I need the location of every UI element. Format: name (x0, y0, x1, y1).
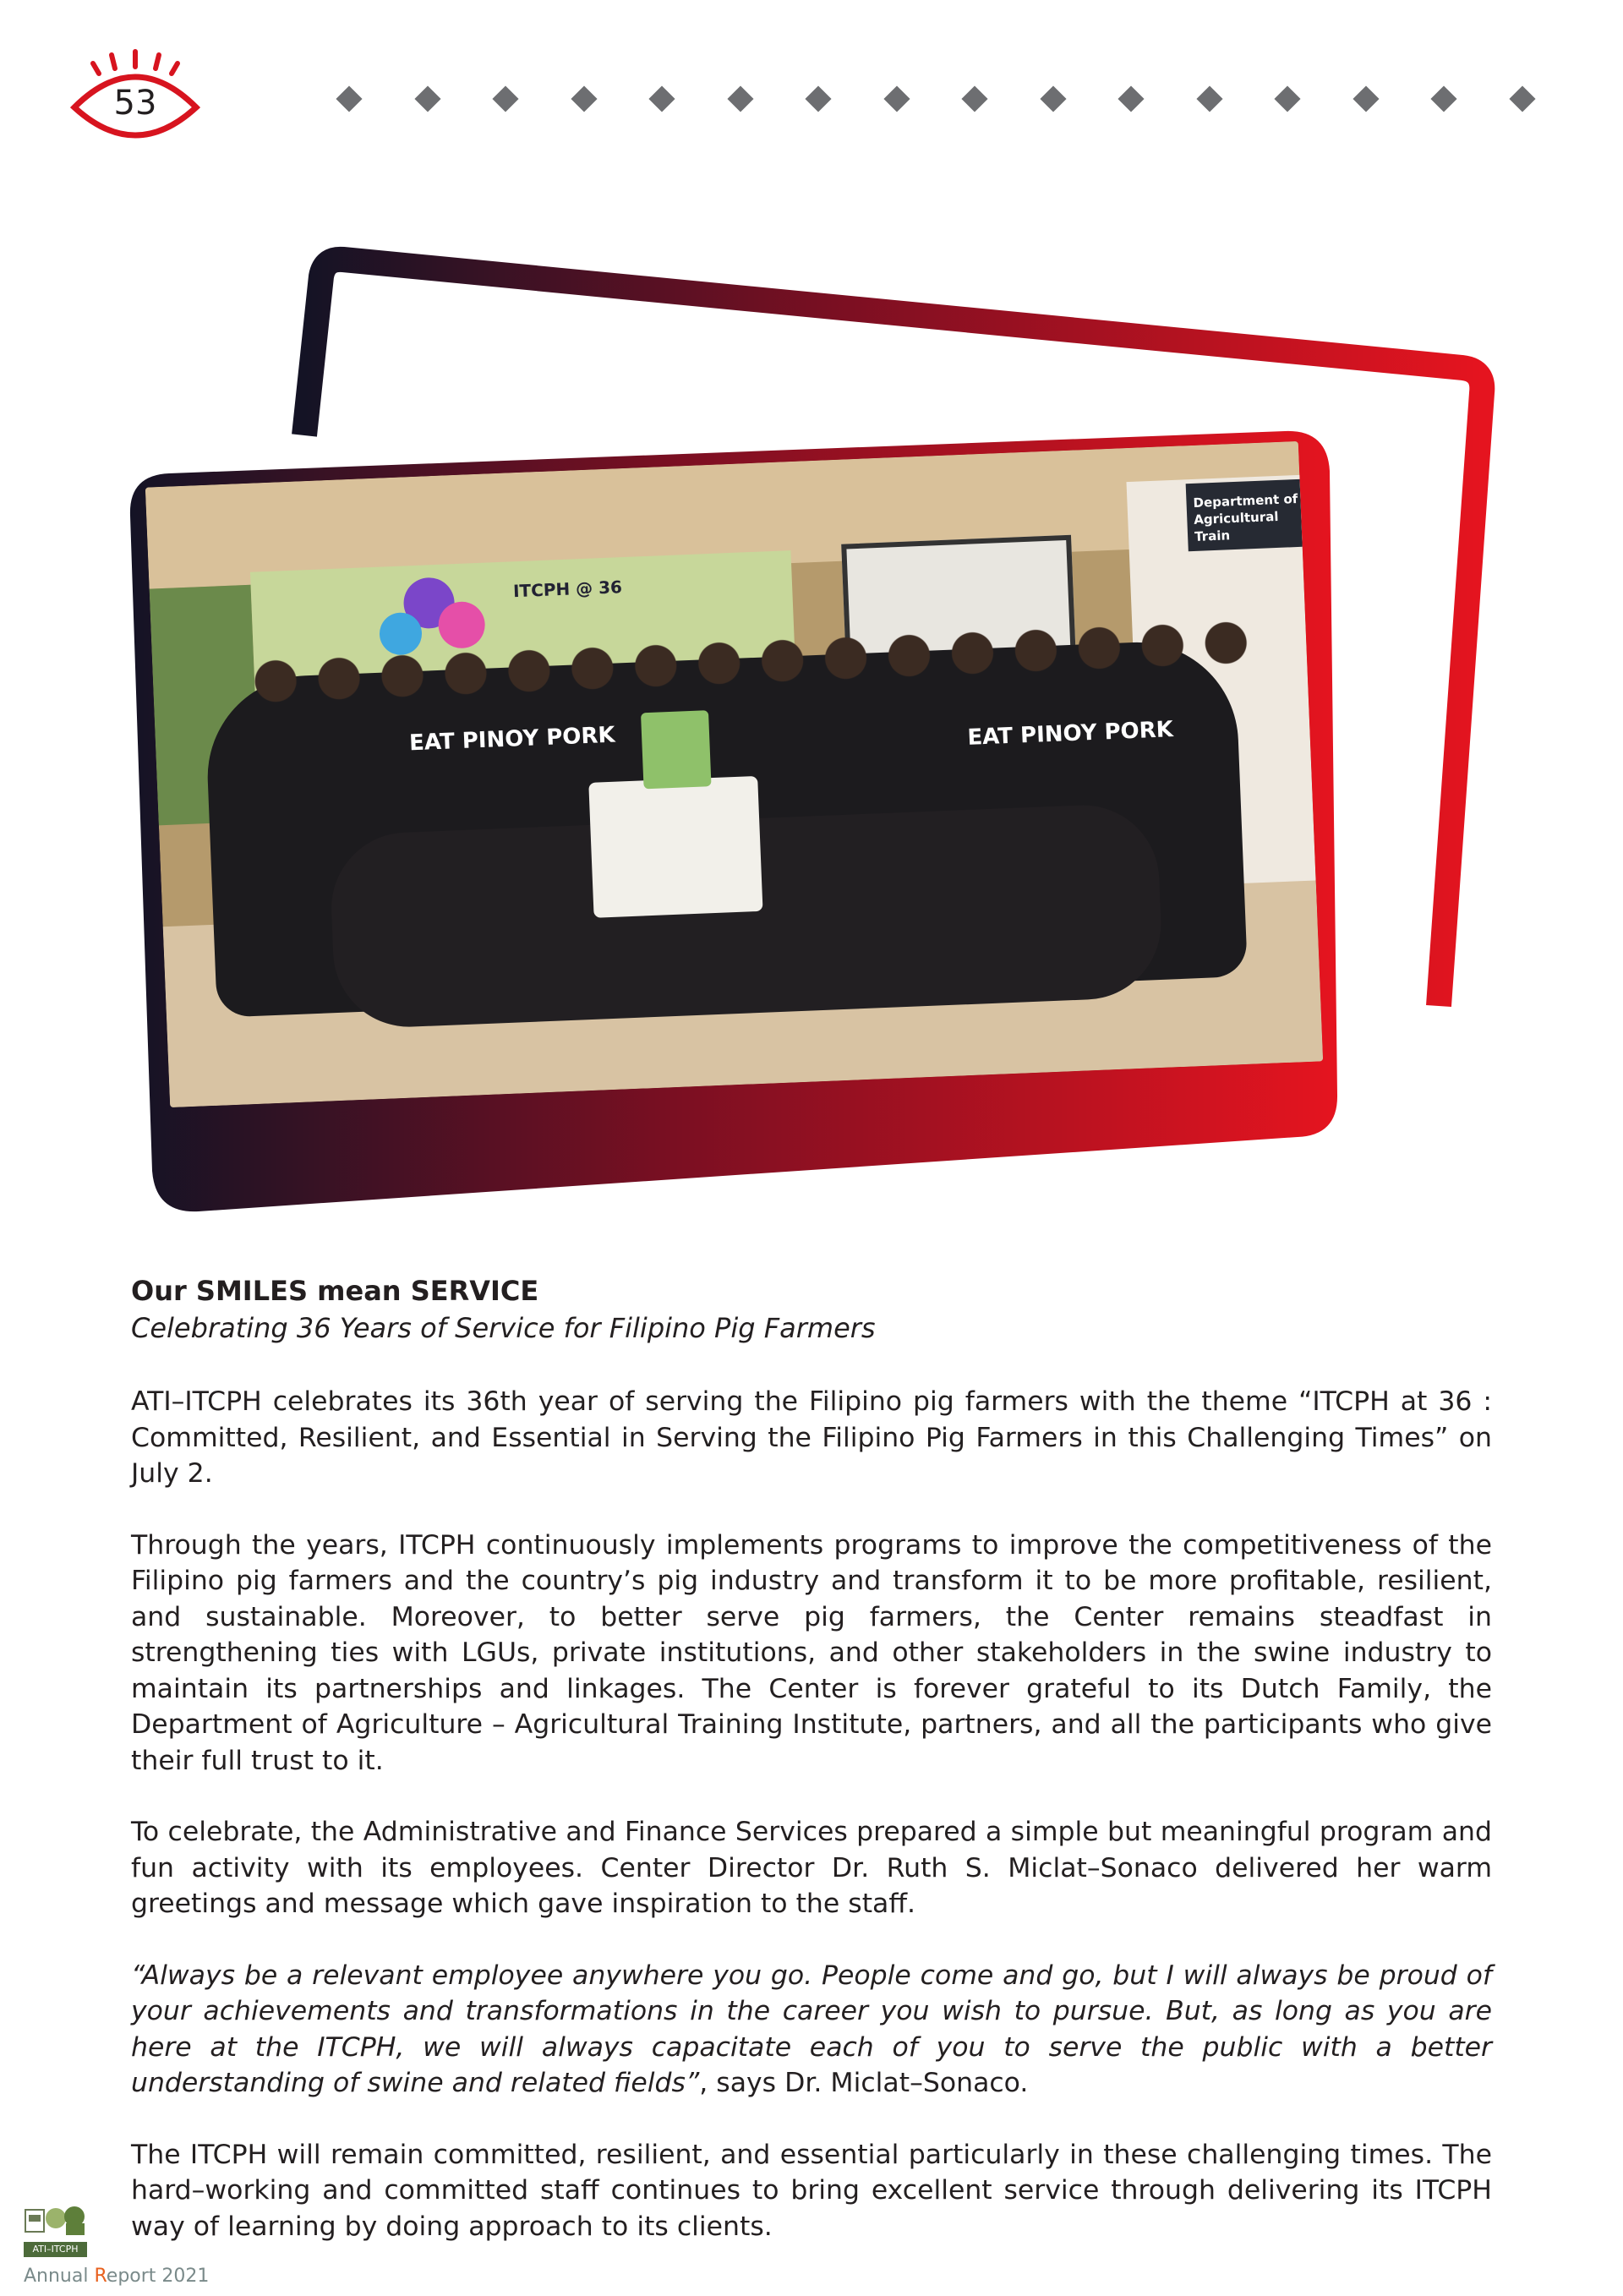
article-title: Our SMILES mean SERVICE (131, 1275, 539, 1307)
diamond-bullet (1274, 85, 1300, 112)
quote-text: “Always be a relevant employee anywhere you go. People come and go, but I will always be proud of your achievements and transformations in the career you wish to pursue. But, as long as you are here at the ITCPH, we will always capacitate each of you to serve the public with a better understanding of swine and related fields” (131, 1960, 1492, 2098)
diamond-bullet (648, 85, 675, 112)
footer-label-suffix: eport 2021 (106, 2266, 210, 2287)
diamond-bullet (571, 85, 597, 112)
paragraph-closing: The ITCPH will remain committed, resilient, and essential particularly in these challenging times. The hard–working and committed staff continues to bring excellent service through delivering its ITCPH way of learning by doing approach to its clients. (131, 2139, 1492, 2242)
quote-attribution: , says Dr. Miclat–Sonaco. (699, 2068, 1029, 2098)
group-photo (145, 441, 1323, 1107)
shirt-text-2: EAT PINOY PORK (966, 717, 1174, 751)
article-subtitle: Celebrating 36 Years of Service for Filipino Pig Farmers (131, 1312, 876, 1344)
diamond-bullet (961, 85, 987, 112)
photo-frame (118, 241, 1505, 1230)
ati-itcph-logo-icon (24, 2198, 87, 2242)
diamond-bullet (727, 85, 753, 112)
footer-label-accent: R (94, 2266, 107, 2287)
sign-text: Department of Agricultural Train (1193, 490, 1298, 544)
paragraph-quote (131, 1958, 1492, 2102)
footer-label-prefix: Annual (24, 2266, 95, 2287)
paragraph-intro: ATI–ITCPH celebrates its 36th year of serving the Filipino pig farmers with the theme “ITCPH at 36 : Committed, Resilient, and Essential in Serving the Filipino Pig Farmers in this Challenging Times” on July 2. (131, 1386, 1492, 1489)
banner-text: ITCPH @ 36 (512, 577, 623, 602)
footer-label (24, 2266, 209, 2287)
logo-text: ATI–ITCPH (24, 2242, 87, 2257)
diamond-bullet (336, 85, 362, 112)
article (131, 1272, 1492, 2244)
shirt-text: EAT PINOY PORK (408, 722, 616, 757)
diamond-bullet (1509, 85, 1535, 112)
diamond-bullet (492, 85, 518, 112)
page-number-badge (68, 46, 203, 148)
diamond-bullet (805, 85, 831, 112)
footer-logo (24, 2198, 87, 2257)
page-number: 53 (113, 84, 157, 123)
paragraph-celebration: To celebrate, the Administrative and Finance Services prepared a simple but meaningful program and fun activity with its employees. Center Director Dr. Ruth S. Miclat–Sonaco delivered her warm greetings and message which gave inspiration to the staff. (131, 1817, 1492, 1919)
diamond-bullet (1040, 85, 1066, 112)
diamond-bullet (1352, 85, 1379, 112)
diamond-bullet (1196, 85, 1222, 112)
diamond-bullet (414, 85, 440, 112)
diamond-bullet (1118, 85, 1144, 112)
paragraph-history: Through the years, ITCPH continuously implements programs to improve the competitiveness of the Filipino pig farmers and the country’s pig industry and transform it to be more profitable, resilient, and sustainable. Moreover, to better serve pig farmers, the Center remains steadfast in strengthening ties with LGUs, private institutions, and other stakeholders in the swine industry to maintain its partnerships and linkages. The Center is forever grateful to its Dutch Family, the Department of Agriculture – Agricultural Training Institute, partners, and all the participants who give their full trust to it. (131, 1529, 1492, 1776)
diamond-bullet (1430, 85, 1456, 112)
diamond-bullet (883, 85, 910, 112)
diamond-divider (340, 81, 1549, 115)
